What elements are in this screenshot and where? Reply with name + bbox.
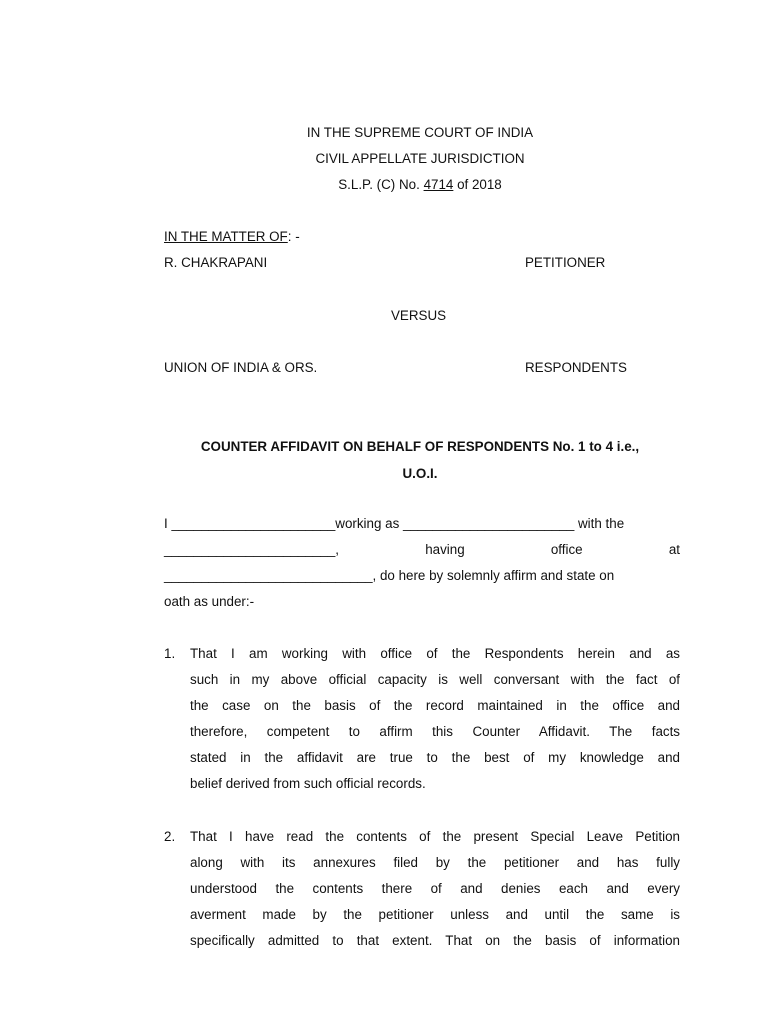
petitioner-role: PETITIONER — [525, 255, 606, 270]
intro-line2-at: at — [668, 542, 680, 557]
para1-number: 1. — [164, 646, 176, 661]
respondent-name: UNION OF INDIA & ORS. — [164, 360, 318, 375]
para1-line: stated in the affidavit are true to the best of my knowledge and — [190, 750, 680, 765]
intro-line1: I ______________________working as _______________________ with the — [164, 516, 625, 531]
intro-line2-office: office — [550, 542, 583, 557]
intro-line2-blank: _______________________, — [164, 542, 340, 557]
para1-line: the case on the basis of the record maintained in the office and — [190, 698, 680, 713]
matter-label: IN THE MATTER OF — [164, 229, 288, 244]
case-number: 4714 — [423, 177, 454, 192]
petitioner-name: R. CHAKRAPANI — [164, 255, 268, 270]
para1-line: such in my above official capacity is well conversant with the fact of — [190, 672, 680, 687]
matter-label-line — [164, 229, 300, 244]
para2-line: specifically admitted to that extent. That on the basis of information — [190, 933, 680, 948]
matter-label-suffix: : - — [287, 229, 300, 244]
para1-line: That I am working with office of the Respondents herein and as — [190, 646, 680, 661]
para1-line: therefore, competent to affirm this Counter Affidavit. The facts — [190, 724, 680, 739]
case-prefix: S.L.P. (C) No. — [338, 177, 424, 192]
para2-line: along with its annexures filed by the petitioner and has fully — [190, 855, 680, 870]
para1-line: belief derived from such official records. — [190, 776, 426, 791]
respondent-role: RESPONDENTS — [525, 360, 627, 375]
intro-line2-having: having — [425, 542, 465, 557]
jurisdiction: CIVIL APPELLATE JURISDICTION — [315, 151, 525, 166]
para2-number: 2. — [164, 829, 176, 844]
court-name: IN THE SUPREME COURT OF INDIA — [306, 125, 534, 140]
para2-line: That I have read the contents of the present Special Leave Petition — [190, 829, 680, 844]
case-suffix: of 2018 — [453, 177, 502, 192]
para2-line: understood the contents there of and denies each and every — [190, 881, 680, 896]
affidavit-title-line1: COUNTER AFFIDAVIT ON BEHALF OF RESPONDENTS No. 1 to 4 i.e., — [200, 439, 640, 454]
affidavit-title-line2: U.O.I. — [402, 466, 438, 481]
intro-line3: ____________________________, do here by solemnly affirm and state on — [164, 568, 615, 583]
intro-line4: oath as under:- — [164, 594, 255, 609]
versus: VERSUS — [391, 308, 447, 323]
para2-line: averment made by the petitioner unless and until the same is — [190, 907, 680, 922]
intro-line2 — [164, 542, 680, 557]
case-number-line — [0, 177, 768, 192]
